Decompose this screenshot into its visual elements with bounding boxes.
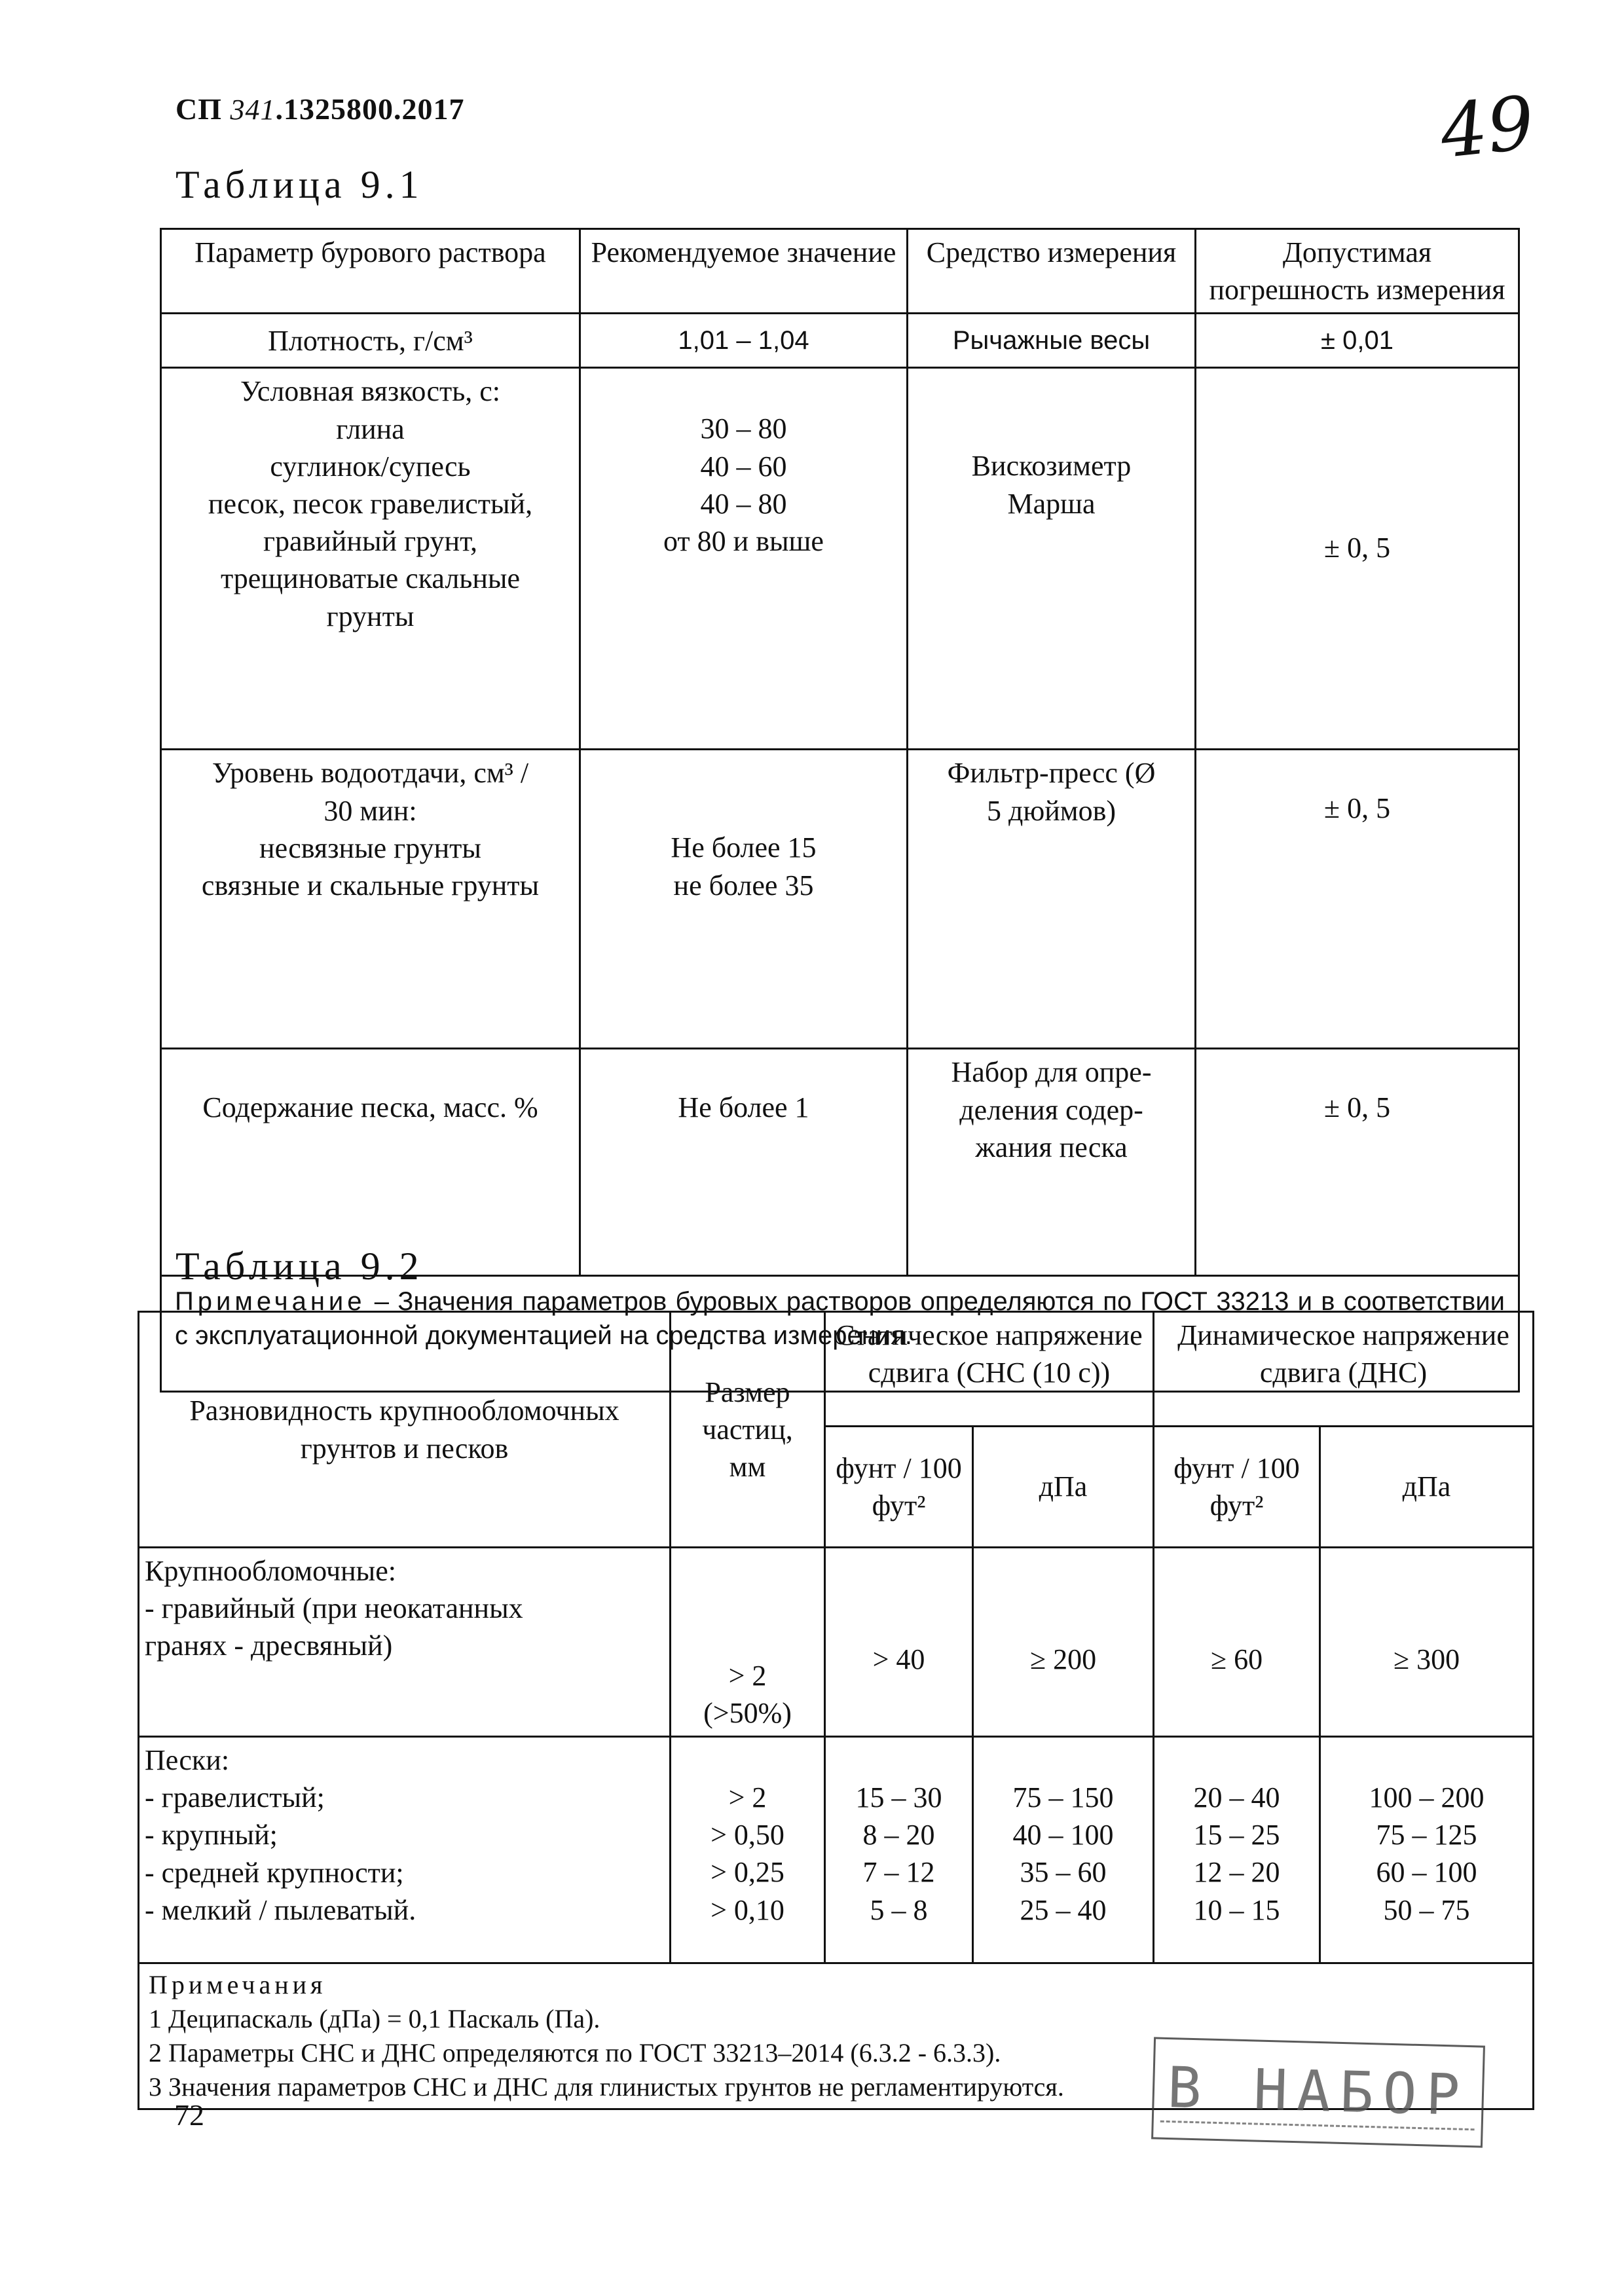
param-line: песок, песок гравелистый, [208, 487, 533, 520]
soil-label-line: - средней крупности; [145, 1856, 404, 1889]
table-row-coarse-soils [139, 1548, 1534, 1737]
header-particle-size: Размер частиц, мм [671, 1312, 825, 1548]
header-dns-dpa-unit: дПа [1320, 1427, 1534, 1548]
value-line: 40 – 60 [700, 450, 787, 483]
filtration-param-cell [161, 750, 580, 1049]
coarse-soil-label-cell [139, 1548, 671, 1737]
param-line: связные и скальные грунты [201, 869, 540, 902]
tool-line: Марша [1007, 487, 1096, 520]
tool-line: Вискозиметр [971, 450, 1132, 483]
value-line: 15 – 25 [1193, 1819, 1280, 1851]
value-line: от 80 и выше [663, 524, 824, 557]
value-line: 20 – 40 [1193, 1781, 1280, 1813]
value-line: 40 – 100 [1012, 1819, 1114, 1851]
notes-label: Примечания [149, 1970, 327, 1999]
size-line: > 0,50 [710, 1819, 784, 1851]
coarse-size-cell [671, 1548, 825, 1737]
header-soil-type: Разновидность крупнообломочных грунтов и песков [139, 1312, 671, 1548]
soil-label-line: - мелкий / пылеватый. [145, 1893, 416, 1926]
coarse-dns-dpa-cell: ≥ 300 [1320, 1548, 1534, 1737]
size-line: > 0,10 [710, 1893, 784, 1926]
sands-dns-dpa-cell [1320, 1737, 1534, 1963]
page-number: 72 [174, 2098, 204, 2132]
density-tool-cell [908, 314, 1196, 368]
header-sns-dpa-unit: дПа [973, 1427, 1154, 1548]
tool-line: Набор для опре- [951, 1056, 1152, 1089]
stamp-text: В НАБОР [1160, 2054, 1477, 2130]
value-line: 10 – 15 [1193, 1893, 1280, 1926]
value-line: 7 – 12 [862, 1856, 935, 1889]
table-9-2-header-row-1 [139, 1312, 1534, 1427]
filtration-value-cell [580, 750, 908, 1049]
param-line: Уровень водоотдачи, см³ / [212, 757, 529, 790]
filtration-error-cell: ± 0, 5 [1196, 750, 1519, 1049]
header-dns-lb-unit: фунт / 100 фут² [1154, 1427, 1320, 1548]
soil-label-line: - гравийный (при неокатанных [145, 1592, 523, 1625]
size-line: > 2 [728, 1659, 767, 1692]
value-line: 35 – 60 [1020, 1856, 1107, 1889]
viscosity-value-cell [580, 368, 908, 750]
coarse-dns-lb-cell: ≥ 60 [1154, 1548, 1320, 1737]
header-measurement-tool: Средство измерения [908, 229, 1196, 314]
soil-label-line: Пески: [145, 1744, 230, 1776]
tool-line: 5 дюймов) [986, 794, 1116, 827]
viscosity-error-cell: ± 0, 5 [1196, 368, 1519, 750]
header-dynamic-shear-stress: Динамическое напряжение сдвига (ДНС) [1154, 1312, 1534, 1427]
value-line: Не более 15 [671, 831, 817, 864]
sand-error-cell: ± 0, 5 [1196, 1049, 1519, 1276]
value-line: 100 – 200 [1369, 1781, 1485, 1813]
param-line: трещиноватые скальные [221, 562, 520, 595]
param-line: глина [336, 412, 405, 445]
doc-code-suffix: .1325800.2017 [275, 92, 465, 126]
table-row-sand-content [161, 1049, 1519, 1276]
soil-label-line: гранях - дресвяный) [145, 1630, 393, 1662]
value-line: 75 – 150 [1012, 1781, 1114, 1813]
param-line: Содержание песка, масс. % [202, 1091, 538, 1124]
note-text: – Значения параметров буровых растворов определяются по ГОСТ 33213 и в соответствии с эксплуатационной документацией на средства измерения. [175, 1287, 1505, 1351]
table-row-density [161, 314, 1519, 368]
handwritten-page-number: 49 [1436, 80, 1538, 175]
value-line: 60 – 100 [1376, 1856, 1477, 1889]
tool-line: Фильтр-пресс (Ø [947, 757, 1156, 790]
value-line: 1,01 – 1,04 [678, 326, 809, 355]
size-line: > 2 [728, 1781, 767, 1813]
coarse-sns-dpa-cell: ≥ 200 [973, 1548, 1154, 1737]
soil-label-line: - крупный; [145, 1819, 278, 1851]
table-row-sands [139, 1737, 1534, 1963]
viscosity-param-cell [161, 368, 580, 750]
stamp [1151, 2037, 1485, 2147]
sands-label-cell [139, 1737, 671, 1963]
sand-param-cell [161, 1049, 580, 1276]
sands-dns-lb-cell [1154, 1737, 1320, 1963]
density-value-cell [580, 314, 908, 368]
value-line: 15 – 30 [855, 1781, 942, 1813]
header-static-shear-stress: Статическое напряжение сдвига (СНС (10 с)) [825, 1312, 1154, 1427]
viscosity-tool-cell [908, 368, 1196, 750]
param-line: 30 мин: [323, 794, 417, 827]
doc-code-prefix: СП [175, 92, 231, 126]
param-line: суглинок/супесь [270, 450, 471, 483]
value-line: 75 – 125 [1376, 1819, 1477, 1851]
value-line: 12 – 20 [1193, 1856, 1280, 1889]
header-recommended-value: Рекомендуемое значение [580, 229, 908, 314]
table-9-1 [160, 228, 1520, 1393]
note-line: 3 Значения параметров СНС и ДНС для глинистых грунтов не регламентируются. [149, 2072, 1064, 2102]
note-line: 2 Параметры СНС и ДНС определяются по ГОСТ 33213–2014 (6.3.2 - 6.3.3). [149, 2038, 1001, 2068]
table-9-2-title: Таблица 9.2 [175, 1245, 424, 1288]
sands-sns-lb-cell [825, 1737, 973, 1963]
table-row-viscosity [161, 368, 1519, 750]
param-line: несвязные грунты [259, 831, 481, 864]
size-line: > 0,25 [710, 1856, 784, 1889]
table-9-2 [138, 1311, 1534, 2110]
param-line: гравийный грунт, [263, 525, 478, 558]
value-line: 5 – 8 [870, 1893, 928, 1926]
value-line: 50 – 75 [1383, 1893, 1470, 1926]
size-line: (>50%) [703, 1696, 792, 1729]
header-parameter: Параметр бурового раствора [161, 229, 580, 314]
param-line: Плотность, г/см³ [268, 324, 473, 357]
value-line: 30 – 80 [700, 412, 787, 445]
table-9-1-header-row [161, 229, 1519, 314]
table-9-1-title: Таблица 9.1 [175, 163, 424, 206]
soil-label-line: - гравелистый; [145, 1781, 325, 1814]
density-param-cell [161, 314, 580, 368]
doc-code-handwritten-number: 341 [230, 94, 276, 126]
density-error-cell: ± 0,01 [1196, 314, 1519, 368]
value-line: 8 – 20 [862, 1819, 935, 1851]
tool-line: Рычажные весы [952, 326, 1151, 355]
header-sns-lb-unit: фунт / 100 фут² [825, 1427, 973, 1548]
sand-tool-cell [908, 1049, 1196, 1276]
filtration-tool-cell [908, 750, 1196, 1049]
param-line: грунты [326, 600, 415, 632]
value-line: не более 35 [673, 869, 814, 902]
header-allowed-error: Допустимая погрешность измерения [1196, 229, 1519, 314]
sands-size-cell [671, 1737, 825, 1963]
value-line: 40 – 80 [700, 487, 787, 520]
note-label: Примечание [175, 1287, 366, 1317]
note-line: 1 Деципаскаль (дПа) = 0,1 Паскаль (Па). [149, 2004, 600, 2033]
value-line: 25 – 40 [1020, 1893, 1107, 1926]
document-code [175, 92, 465, 126]
param-line: Условная вязкость, с: [240, 375, 501, 408]
sand-value-cell [580, 1049, 908, 1276]
value-line: Не более 1 [678, 1091, 809, 1124]
tool-line: деления содер- [959, 1093, 1143, 1126]
coarse-sns-lb-cell: > 40 [825, 1548, 973, 1737]
soil-label-line: Крупнообломочные: [145, 1555, 396, 1587]
sands-sns-dpa-cell [973, 1737, 1154, 1963]
table-row-filtration [161, 750, 1519, 1049]
tool-line: жания песка [975, 1131, 1128, 1163]
